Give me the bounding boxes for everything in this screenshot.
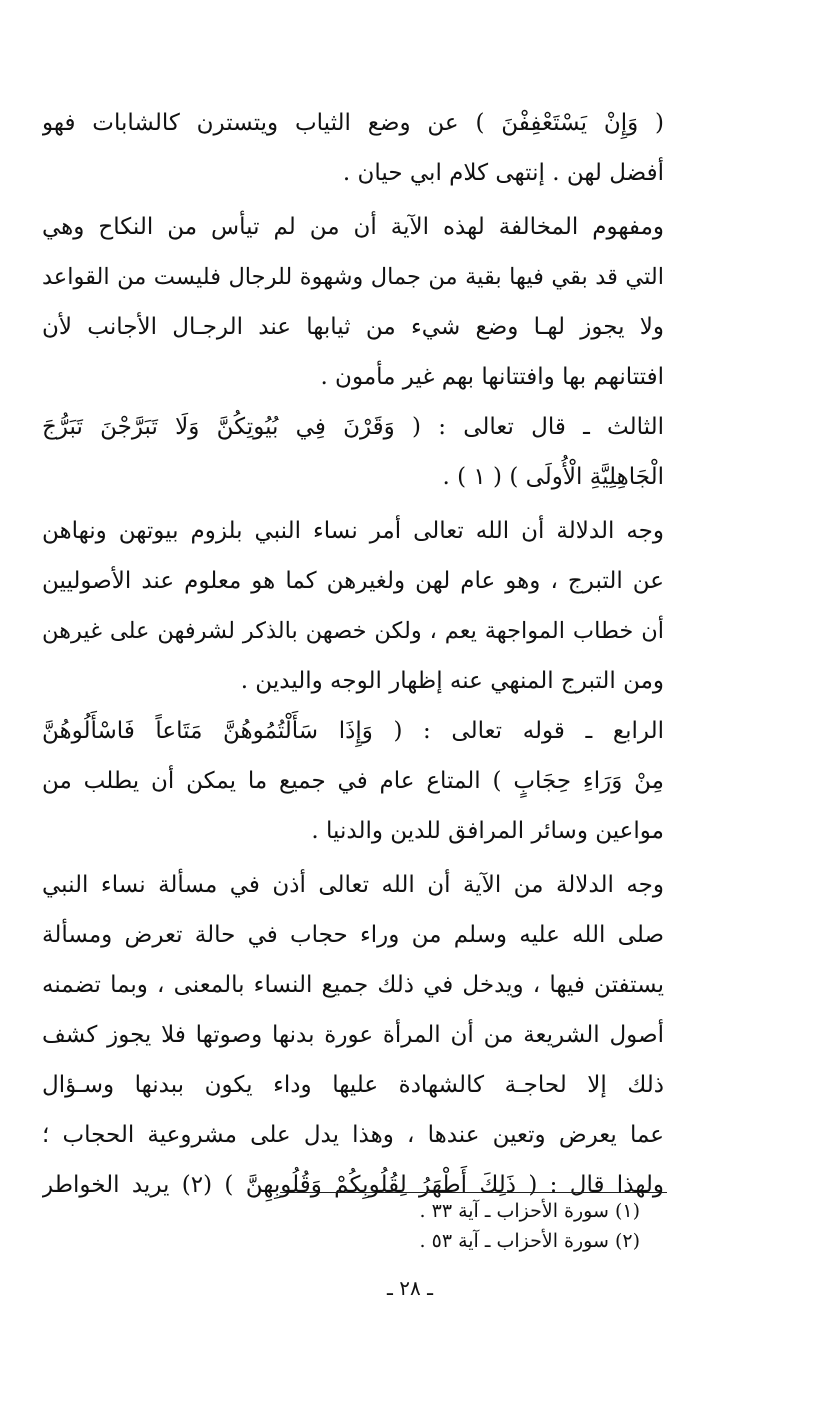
text-line: أن خطاب المواجهة يعم ، ولكن خصهن بالذكر لشرفهن على غيرهن — [42, 618, 664, 644]
text-line: عن التبرج ، وهو عام لهن ولغيرهن كما هو معلوم عند الأصوليين — [42, 568, 664, 594]
text-line: يستفتن فيها ، ويدخل في ذلك جميع النساء بالمعنى ، وبما تضمنه — [42, 972, 664, 998]
text-line: وجه الدلالة أن الله تعالى أمر نساء النبي بلزوم بيوتهن ونهاهن — [42, 518, 664, 544]
text-line: التي قد بقي فيها بقية من جمال وشهوة للرجال فليست من القواعد — [42, 264, 664, 290]
text-line: مِنْ وَرَاءِ حِجَابٍ ) المتاع عام في جميع ما يمكن أن يطلب من — [42, 768, 664, 794]
text-line: الرابع ـ قوله تعالى : ( وَإِذَا سَأَلْتُمُوهُنَّ مَتَاعاً فَاسْأَلُوهُنَّ — [42, 718, 664, 744]
text-line: الْجَاهِلِيَّةِ الْأُولَى ) ( ١ ) . — [442, 464, 664, 490]
text-line: ( وَإِنْ يَسْتَعْفِفْنَ ) عن وضع الثياب ويتسترن كالشابات فهو — [42, 110, 664, 136]
footnote-2: (٢) سورة الأحزاب ـ آية ٥٣ . — [419, 1230, 640, 1252]
footnote-divider — [280, 1192, 667, 1193]
text-line: افتتانهم بها وافتتانها بهم غير مأمون . — [320, 364, 664, 390]
text-line: ومن التبرج المنهي عنه إظهار الوجه واليدين . — [240, 668, 664, 694]
text-line: الثالث ـ قال تعالى : ( وَقَرْنَ فِي بُيُوتِكُنَّ وَلَا تَبَرَّجْنَ تَبَرُّجَ — [42, 414, 664, 440]
text-line: أفضل لهن . إنتهى كلام ابي حيان . — [342, 160, 664, 186]
text-line: ولهذا قال : ( ذَلِكَ أَطْهَرُ لِقُلُوبِكُمْ وَقُلُوبِهِنَّ ) (٢) يريد الخواطر — [42, 1172, 664, 1198]
text-line: عما يعرض وتعين عندها ، وهذا يدل على مشروعية الحجاب ؛ — [42, 1122, 664, 1148]
text-line: صلى الله عليه وسلم من وراء حجاب في حالة تعرض ومسألة — [42, 922, 664, 948]
page-number: ـ ٢٨ ـ — [387, 1276, 433, 1300]
body-text — [42, 98, 664, 1210]
text-line: مواعين وسائر المرافق للدين والدنيا . — [311, 818, 664, 844]
text-line: أصول الشريعة من أن المرأة عورة بدنها وصوتها فلا يجوز كشف — [42, 1022, 664, 1048]
text-line: ولا يجوز لهـا وضع شيء من ثيابها عند الرجـال الأجانب لأن — [42, 314, 664, 340]
text-line: وجه الدلالة من الآية أن الله تعالى أذن في مسألة نساء النبي — [42, 872, 664, 898]
footnote-1: (١) سورة الأحزاب ـ آية ٣٣ . — [419, 1200, 640, 1222]
text-line: ومفهوم المخالفة لهذه الآية أن من لم تيأس من النكاح وهي — [42, 214, 664, 240]
footnotes — [330, 1196, 640, 1256]
text-line: ذلك إلا لحاجـة كالشهادة عليها وداء يكون ببدنها وسـؤال — [42, 1072, 664, 1098]
